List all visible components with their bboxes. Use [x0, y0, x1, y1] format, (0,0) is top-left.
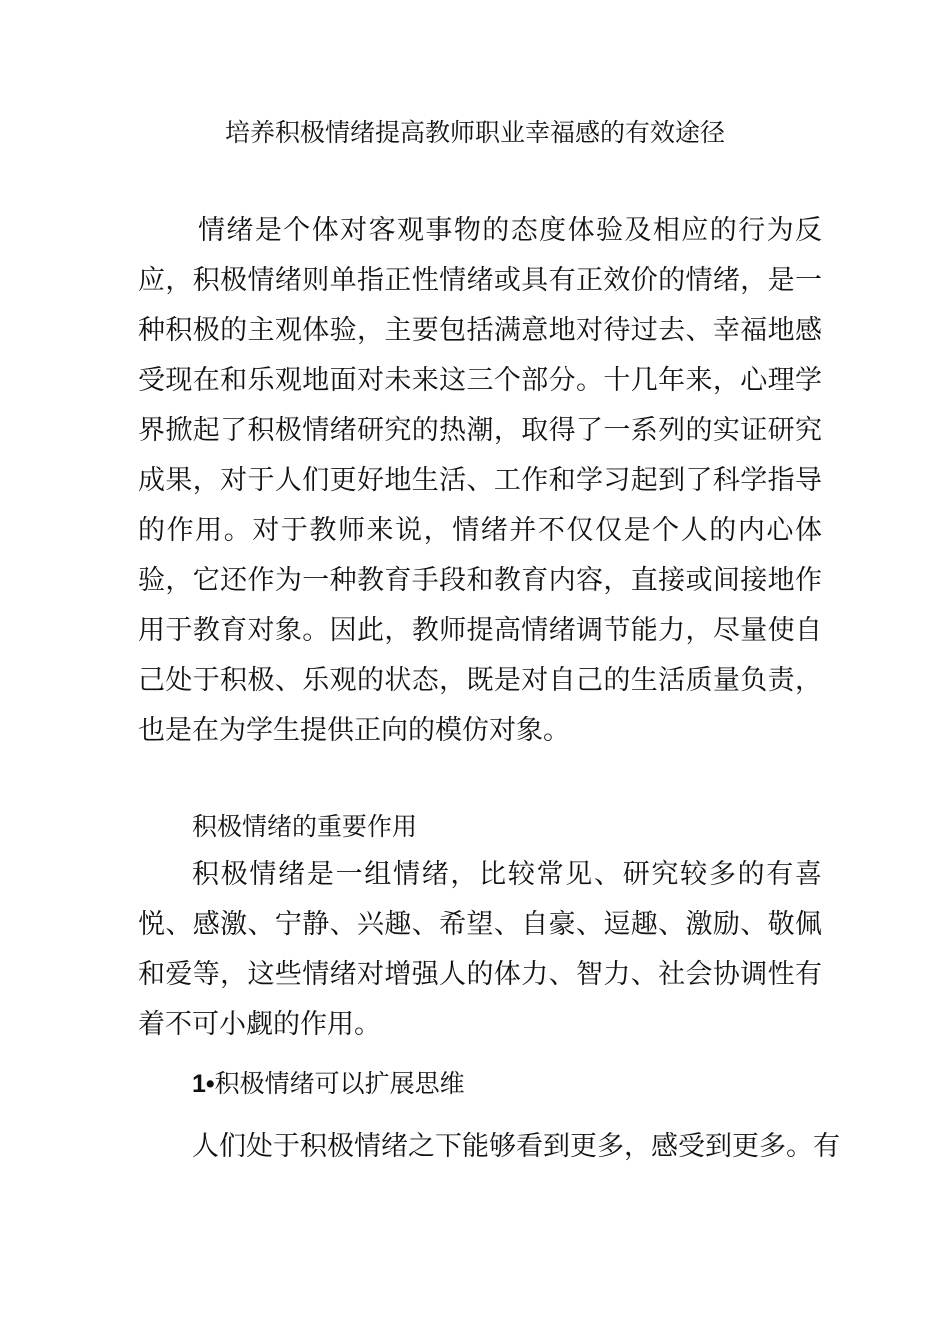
section-heading: 积极情绪的重要作用	[192, 812, 418, 841]
section-paragraph: 积极情绪是一组情绪，比较常见、研究较多的有喜悦、感激、宁静、兴趣、希望、自豪、逗趣、激励、敬佩和爱等，这些情绪对增强人的体力、智力、社会协调性有着不可小觑的作用。	[138, 859, 822, 1040]
document-title: 培养积极情绪提高教师职业幸福感的有效途径	[224, 118, 725, 147]
intro-paragraph: 情绪是个体对客观事物的态度体验及相应的行为反应，积极情绪则单指正性情绪或具有正效价的情绪，是一种积极的主观体验，主要包括满意地对待过去、幸福地感受现在和乐观地面对未来这三个部分。十几年来，心理学界掀起了积极情绪研究的热潮，取得了一系列的实证研究成果，对于人们更好地生活、工作和学习起到了科学指导的作用。对于教师来说，情绪并不仅仅是个人的内心体验，它还作为一种教育手段和教育内容，直接或间接地作用于教育对象。因此，教师提高情绪调节能力，尽量使自己处于积极、乐观的状态，既是对自己的生活质量负责，也是在为学生提供正向的模仿对象。	[138, 215, 822, 746]
subheading-text: 积极情绪可以扩展思维	[214, 1069, 465, 1098]
body-paragraph: 人们处于积极情绪之下能够看到更多，感受到更多。有	[192, 1131, 840, 1162]
subheading-number: 1•	[192, 1070, 215, 1098]
subheading	[192, 1067, 465, 1101]
